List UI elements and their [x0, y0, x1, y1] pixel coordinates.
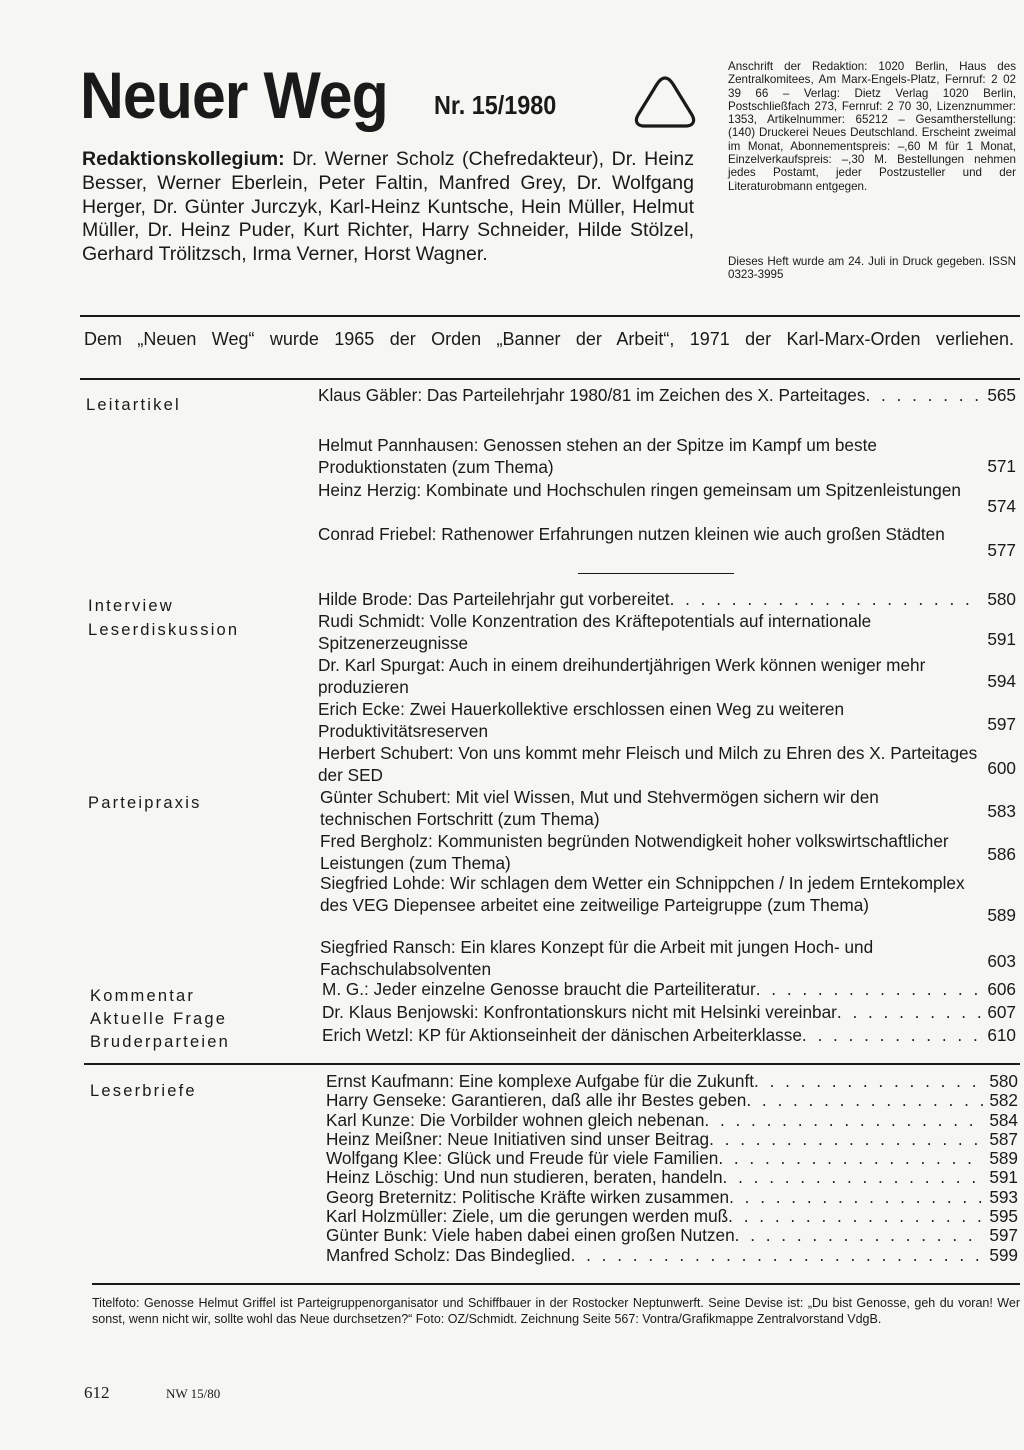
toc-entry-page: 603: [987, 951, 1016, 971]
toc-entry-page: 597: [987, 714, 1016, 734]
toc-entry-page: 571: [987, 456, 1016, 476]
toc-entry-text: Dr. Klaus Benjowski: Konfrontationskurs nicht mit Helsinki vereinbar: [322, 1002, 837, 1022]
toc-entry-page: 574: [987, 496, 1016, 516]
toc-entry-page: 591: [989, 1167, 1018, 1188]
toc-entry: [318, 589, 1016, 611]
toc-entry-text: Dr. Karl Spurgat: Auch in einem dreihundertjährigen Werk können weniger mehr produzieren: [318, 655, 926, 697]
toc-entry-text: Conrad Friebel: Rathenower Erfahrungen nutzen kleinen wie auch großen Städten: [318, 524, 945, 544]
cover-photo-caption: Titelfoto: Genosse Helmut Griffel ist Parteigruppenorganisator und Schiffbauer in der Rostocker Neptunwerft. Seine Devise ist: „Du bist Genosse, geh du voran! Wer sonst, wenn nicht wir, sollte wohl das Neue durchsetzen?“ Foto: OZ/Schmidt. Zeichnung Seite 567: Vontra/Grafikmappe Zentralvorstand VdgB.: [92, 1296, 1020, 1326]
toc-entry: [320, 937, 1016, 980]
toc-entry-page: 582: [989, 1090, 1018, 1111]
toc-entry: [326, 1246, 1018, 1265]
toc-entry-text: Hilde Brode: Das Parteilehrjahr gut vorbereitet: [318, 589, 670, 609]
toc-entry-text: Fred Bergholz: Kommunisten begründen Notwendigkeit hoher volkswirtschaftlicher Leistungen (zum Thema): [320, 831, 949, 873]
category-interview: Interview: [88, 597, 174, 615]
editorial-board-label: Redaktionskollegium:: [82, 148, 285, 170]
toc-entry-text: M. G.: Jeder einzelne Genosse braucht die Parteiliteratur: [322, 979, 756, 999]
toc-entry: [318, 435, 1016, 478]
toc-entry: [326, 1207, 1018, 1226]
toc-entry-page: 589: [989, 1148, 1018, 1169]
toc-entry-text: Ernst Kaufmann: Eine komplexe Aufgabe für die Zukunft: [326, 1071, 755, 1091]
divider: [84, 1063, 1020, 1065]
toc-entry-page: 584: [989, 1109, 1018, 1130]
toc-entry: [326, 1188, 1018, 1207]
toc-entry: [318, 611, 1016, 654]
toc-entry: [320, 787, 1016, 830]
toc-entry-page: 607: [987, 1002, 1016, 1022]
toc-entry-text: Wolfgang Klee: Glück und Freude für viele Familien: [326, 1148, 719, 1169]
toc-entry-page: 586: [987, 844, 1016, 864]
toc-entry-text: Heinz Meißner: Neue Initiativen sind unser Beitrag: [326, 1128, 710, 1149]
toc-entry-text: Manfred Scholz: Das Bindeglied: [326, 1244, 571, 1265]
toc-entry: [326, 1130, 1018, 1149]
toc-entry-page: 580: [987, 589, 1016, 609]
page-number: 612: [84, 1383, 110, 1402]
toc-entry-page: 583: [987, 801, 1016, 821]
masthead-title: Neuer Weg: [80, 58, 388, 132]
toc-entry-text: Siegfried Ransch: Ein klares Konzept für die Arbeit mit jungen Hoch- und Fachschulabsolventen: [320, 937, 874, 979]
issue-reference: NW 15/80: [166, 1386, 221, 1401]
toc-entry-text: Erich Ecke: Zwei Hauerkollektive erschlossen einen Weg zu weiteren Produktivitätsreserven: [318, 699, 845, 741]
toc-entry-text: Heinz Herzig: Kombinate und Hochschulen ringen gemeinsam um Spitzenleistungen: [318, 480, 961, 500]
toc-entry: [318, 699, 1016, 742]
triangle-logo-icon: [632, 74, 698, 130]
issue-number: Nr. 15/1980: [434, 90, 557, 120]
toc-entry: [318, 385, 1016, 407]
toc-entry: [326, 1149, 1018, 1168]
toc-entry-text: Helmut Pannhausen: Genossen stehen an der Spitze im Kampf um beste Produktionstaten (zum Thema): [318, 435, 877, 477]
toc-entry-page: 597: [989, 1225, 1018, 1246]
toc-entry-text: Klaus Gäbler: Das Parteilehrjahr 1980/81 im Zeichen des X. Parteitages: [318, 385, 866, 405]
toc-entry-page: 595: [989, 1206, 1018, 1227]
toc-entry-page: 580: [989, 1071, 1018, 1091]
toc-entry-page: 591: [987, 629, 1016, 649]
toc-entry: [318, 655, 1016, 698]
toc-entry: [322, 1002, 1016, 1024]
toc-entry: [326, 1111, 1018, 1130]
toc-entry-page: 610: [987, 1025, 1016, 1045]
toc-entry: [318, 480, 1016, 516]
print-note: Dieses Heft wurde am 24. Juli in Druck gegeben. ISSN 0323-3995: [728, 255, 1016, 282]
toc-entry-page: 589: [987, 905, 1016, 925]
toc-entry: [320, 873, 1016, 925]
toc-entry: [326, 1226, 1018, 1245]
category-parteipraxis: Parteipraxis: [88, 794, 202, 812]
toc-entry-page: 594: [987, 671, 1016, 691]
editorial-board: [82, 148, 694, 267]
toc-entry: [322, 979, 1016, 1001]
toc-entry-page: 593: [989, 1186, 1018, 1207]
toc-entry-page: 599: [989, 1244, 1018, 1265]
toc-entry-text: Heinz Löschig: Und nun studieren, beraten, handeln: [326, 1167, 723, 1188]
toc-entry: [318, 743, 1016, 786]
divider: [80, 315, 1020, 317]
category-aktuelle-frage: Aktuelle Frage: [90, 1010, 228, 1028]
toc-entry-text: Herbert Schubert: Von uns kommt mehr Fleisch und Milch zu Ehren des X. Parteitages der SED: [318, 743, 978, 785]
publisher-address: Anschrift der Redaktion: 1020 Berlin, Haus des Zentralkomitees, Am Marx-Engels-Platz, Fernruf: 2 02 39 66 – Verlag: Dietz Verlag 1020 Berlin, Postschließfach 273, Fernruf: 2 70 30, Lizenznummer: 1353, Artikelnummer: 65212 – Gesamtherstellung: (140) Druckerei Neues Deutschland. Erscheint zweimal im Monat, Abonnementspreis: –,60 M für 1 Monat, Einzelverkaufspreis: –,30 M. Bestellungen nehmen jedes Postamt, jeder Postzusteller und der Literaturobmann entgegen.: [728, 60, 1016, 193]
toc-entry-text: Karl Kunze: Die Vorbilder wohnen gleich nebenan: [326, 1109, 705, 1130]
category-kommentar: Kommentar: [90, 987, 196, 1005]
toc-entry-text: Harry Genseke: Garantieren, daß alle ihr Bestes geben: [326, 1090, 747, 1111]
toc-entry-text: Erich Wetzl: KP für Aktionseinheit der dänischen Arbeiterklasse: [322, 1025, 802, 1045]
category-leitartikel: Leitartikel: [86, 396, 181, 414]
category-leserdiskussion: Leserdiskussion: [88, 621, 240, 639]
toc-entry-page: 587: [989, 1128, 1018, 1149]
toc-entry: [318, 524, 1016, 560]
honors-note: Dem „Neuen Weg“ wurde 1965 der Orden „Banner der Arbeit“, 1971 der Karl-Marx-Orden verliehen.: [84, 329, 1014, 349]
toc-entry: [326, 1072, 1018, 1091]
letters-list: [326, 1072, 1018, 1265]
toc-entry: [322, 1025, 1016, 1047]
toc-entry: [320, 831, 1016, 874]
toc-entry-page: 600: [987, 758, 1016, 778]
editorial-board-members: Dr. Werner Scholz (Chefredakteur), Dr. Heinz Besser, Werner Eberlein, Peter Faltin, Manfred Grey, Dr. Wolfgang Herger, Dr. Günter Jurczyk, Karl-Heinz Kuntsche, Hein Müller, Helmut Müller, Dr. Heinz Puder, Kurt Richter, Harry Schneider, Hilde Stölzel, Gerhard Trölitzsch, Irma Verner, Horst Wagner.: [82, 148, 694, 266]
toc-entry-text: Georg Breternitz: Politische Kräfte wirken zusammen: [326, 1186, 730, 1207]
toc-entry-page: 577: [987, 540, 1016, 560]
toc-entry-text: Siegfried Lohde: Wir schlagen dem Wetter ein Schnippchen / In jedem Erntekomplex des VEG Diepensee arbeitet eine zeitweilige Parteigruppe (zum Thema): [320, 873, 965, 915]
toc-entry-page: 606: [987, 979, 1016, 999]
toc-entry-text: Günter Bunk: Viele haben dabei einen großen Nutzen: [326, 1225, 735, 1246]
toc-entry-text: Rudi Schmidt: Volle Konzentration des Kräftepotentials auf internationale Spitzenerzeugnisse: [318, 611, 872, 653]
toc-entry: [326, 1168, 1018, 1187]
toc-entry-text: Günter Schubert: Mit viel Wissen, Mut und Stehvermögen sichern wir den technischen Fortschritt (zum Thema): [320, 787, 879, 829]
category-bruderparteien: Bruderparteien: [90, 1033, 230, 1051]
divider: [578, 573, 734, 574]
toc-entry-text: Karl Holzmüller: Ziele, um die gerungen werden muß: [326, 1206, 729, 1227]
divider: [80, 378, 1020, 380]
divider: [92, 1283, 1020, 1285]
category-leserbriefe: Leserbriefe: [90, 1082, 197, 1100]
toc-entry-page: 565: [987, 385, 1016, 405]
toc-entry: [326, 1091, 1018, 1110]
